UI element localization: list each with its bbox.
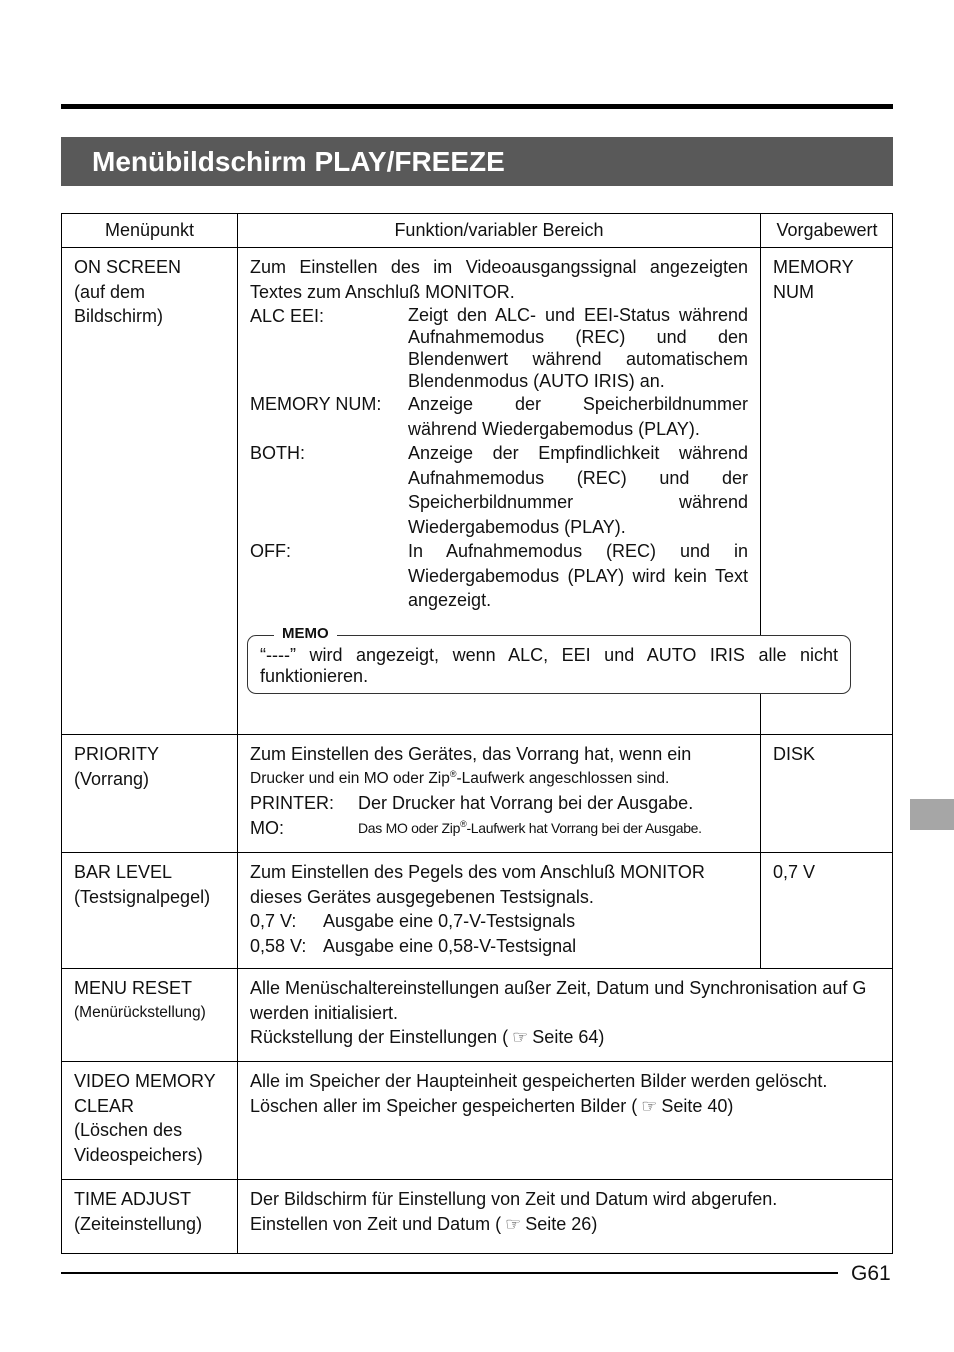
video-memory-clear-text: Alle im Speicher der Haupteinheit gespeicherten Bilder werden gelöscht. xyxy=(250,1071,828,1091)
registered-mark: ® xyxy=(460,818,467,829)
row-divider xyxy=(62,968,892,969)
priority-intro-text: Drucker und ein MO oder Zip xyxy=(250,769,450,787)
registered-mark: ® xyxy=(449,768,457,779)
on-screen-item xyxy=(74,255,234,329)
option-0-7v xyxy=(250,909,750,934)
bar-level-default: 0,7 V xyxy=(773,862,816,882)
priority-intro-text: -Laufwerk angeschlossen sind. xyxy=(456,769,670,787)
menu-reset-item xyxy=(74,976,236,1025)
option-term: OFF: xyxy=(250,541,291,561)
priority-function xyxy=(250,742,750,840)
header-function: Funktion/variabler Bereich xyxy=(394,220,604,240)
video-memory-clear-function xyxy=(250,1069,890,1118)
menu-reset-function xyxy=(250,976,886,1050)
row-divider xyxy=(62,1179,892,1180)
on-screen-options xyxy=(250,304,748,613)
priority-intro-line xyxy=(250,767,750,792)
menu-table xyxy=(61,213,893,1254)
time-adjust-name: TIME ADJUST xyxy=(74,1189,192,1209)
pointing-hand-icon: ☞ xyxy=(505,1213,522,1234)
video-memory-clear-name: CLEAR xyxy=(74,1095,135,1116)
time-adjust-reference xyxy=(250,1212,886,1237)
option-desc: Der Drucker hat Vorrang bei der Ausgabe. xyxy=(358,793,694,813)
reference-page: Seite 26) xyxy=(525,1213,598,1234)
column-divider xyxy=(760,214,761,968)
option-term: 0,58 V: xyxy=(250,935,307,956)
page-title: Menübildschirm PLAY/FREEZE xyxy=(61,137,893,186)
option-off xyxy=(250,539,748,613)
option-term: 0,7 V: xyxy=(250,911,297,931)
pointing-hand-icon: ☞ xyxy=(512,1027,529,1047)
option-desc: Ausgabe eine 0,58-V-Testsignal xyxy=(323,935,577,956)
option-term: MO: xyxy=(250,817,284,838)
row-divider xyxy=(62,734,892,735)
pointing-hand-icon: ☞ xyxy=(641,1095,658,1116)
option-term: MEMORY NUM: xyxy=(250,394,382,414)
option-desc-text: -Laufwerk hat Vorrang bei der Ausgabe. xyxy=(466,819,702,836)
bar-level-item xyxy=(74,860,234,909)
menu-reset-name: MENU RESET xyxy=(74,978,193,998)
time-adjust-text: Der Bildschirm für Einstellung von Zeit und Datum wird abgerufen. xyxy=(250,1189,778,1209)
on-screen-name: ON SCREEN xyxy=(74,257,182,277)
option-alc-eei xyxy=(250,304,748,392)
video-memory-clear-name-sub: (Löschen des xyxy=(74,1120,183,1140)
option-memory-num xyxy=(250,392,748,441)
time-adjust-function xyxy=(250,1187,886,1236)
on-screen-function xyxy=(250,255,748,613)
menu-reset-name-sub: (Menürückstellung) xyxy=(74,1003,206,1021)
priority-name-sub: (Vorrang) xyxy=(74,768,150,789)
option-desc: In Aufnahmemodus (REC) und in Wiedergabemodus (PLAY) wird kein Text angezeigt. xyxy=(408,541,748,610)
default-value: MEMORY xyxy=(773,257,854,277)
option-desc: Anzeige der Speicherbildnummer während Wiedergabemodus (PLAY). xyxy=(408,394,748,439)
on-screen-default xyxy=(773,255,891,304)
bottom-rule xyxy=(61,1272,838,1274)
page-number: G61 xyxy=(851,1262,891,1285)
priority-intro-line: Zum Einstellen des Gerätes, das Vorrang hat, wenn ein xyxy=(250,744,692,764)
header-divider xyxy=(62,247,892,248)
memo-box xyxy=(247,625,851,694)
header-item: Menüpunkt xyxy=(104,220,195,240)
option-desc: Anzeige der Empfindlichkeit während Aufnahmemodus (REC) und der Speicherbildnummer während Wiedergabemodus (PLAY). xyxy=(408,443,748,537)
option-desc: Ausgabe eine 0,7-V-Testsignals xyxy=(323,911,576,931)
row-divider xyxy=(62,852,892,853)
bar-level-function xyxy=(250,860,750,958)
default-value: NUM xyxy=(773,281,814,302)
bar-level-name-sub: (Testsignalpegel) xyxy=(74,886,211,907)
priority-name: PRIORITY xyxy=(74,744,160,764)
option-term: ALC EEI: xyxy=(250,306,325,326)
option-0-58v xyxy=(250,934,750,959)
priority-item xyxy=(74,742,234,791)
on-screen-name-sub: (auf dem xyxy=(74,281,146,302)
option-desc: Zeigt den ALC- und EEI-Status während Aufnahmemodus (REC) und den Blendenwert während automatischem Blendenmodus (AUTO IRIS) an. xyxy=(408,305,748,391)
row-divider xyxy=(62,1061,892,1062)
option-desc xyxy=(358,816,702,841)
top-rule xyxy=(61,104,893,109)
bar-level-intro: Zum Einstellen des Pegels des vom Anschluß MONITOR dieses Gerätes ausgegebenen Testsignals. xyxy=(250,862,705,907)
bar-level-name: BAR LEVEL xyxy=(74,862,173,882)
reference-text: Einstellen von Zeit und Datum ( xyxy=(250,1213,502,1234)
time-adjust-item xyxy=(74,1187,236,1236)
option-term: BOTH: xyxy=(250,443,306,463)
header-default: Vorgabewert xyxy=(776,220,878,240)
on-screen-name-sub: Bildschirm) xyxy=(74,306,164,326)
on-screen-intro: Zum Einstellen des im Videoausgangssignal angezeigten Textes zum Anschluß MONITOR. xyxy=(250,257,748,302)
reference-page: Seite 64) xyxy=(532,1027,605,1047)
menu-reset-text: Alle Menüschaltereinstellungen außer Zeit, Datum und Synchronisation auf G werden initialisiert. xyxy=(250,978,867,1023)
video-memory-clear-item xyxy=(74,1069,236,1167)
priority-default: DISK xyxy=(773,744,816,764)
reference-text: Löschen aller im Speicher gespeicherten Bilder ( xyxy=(250,1095,638,1116)
section-tab xyxy=(910,799,954,830)
option-both xyxy=(250,441,748,539)
reference-text: Rückstellung der Einstellungen ( xyxy=(250,1027,509,1047)
reference-page: Seite 40) xyxy=(661,1095,734,1116)
video-memory-clear-reference xyxy=(250,1094,890,1119)
option-printer xyxy=(250,791,750,816)
time-adjust-name-sub: (Zeiteinstellung) xyxy=(74,1213,203,1234)
video-memory-clear-name: VIDEO MEMORY xyxy=(74,1071,216,1091)
column-divider xyxy=(237,214,238,1254)
memo-label: MEMO xyxy=(274,625,337,643)
menu-reset-reference xyxy=(250,1025,886,1050)
option-term: PRINTER: xyxy=(250,793,335,813)
memo-text: “----” wird angezeigt, wenn ALC, EEI und AUTO IRIS alle nicht funktionieren. xyxy=(260,645,838,686)
option-desc-text: Das MO oder Zip xyxy=(358,819,461,836)
option-mo xyxy=(250,816,750,841)
video-memory-clear-name-sub: Videospeichers) xyxy=(74,1144,203,1165)
